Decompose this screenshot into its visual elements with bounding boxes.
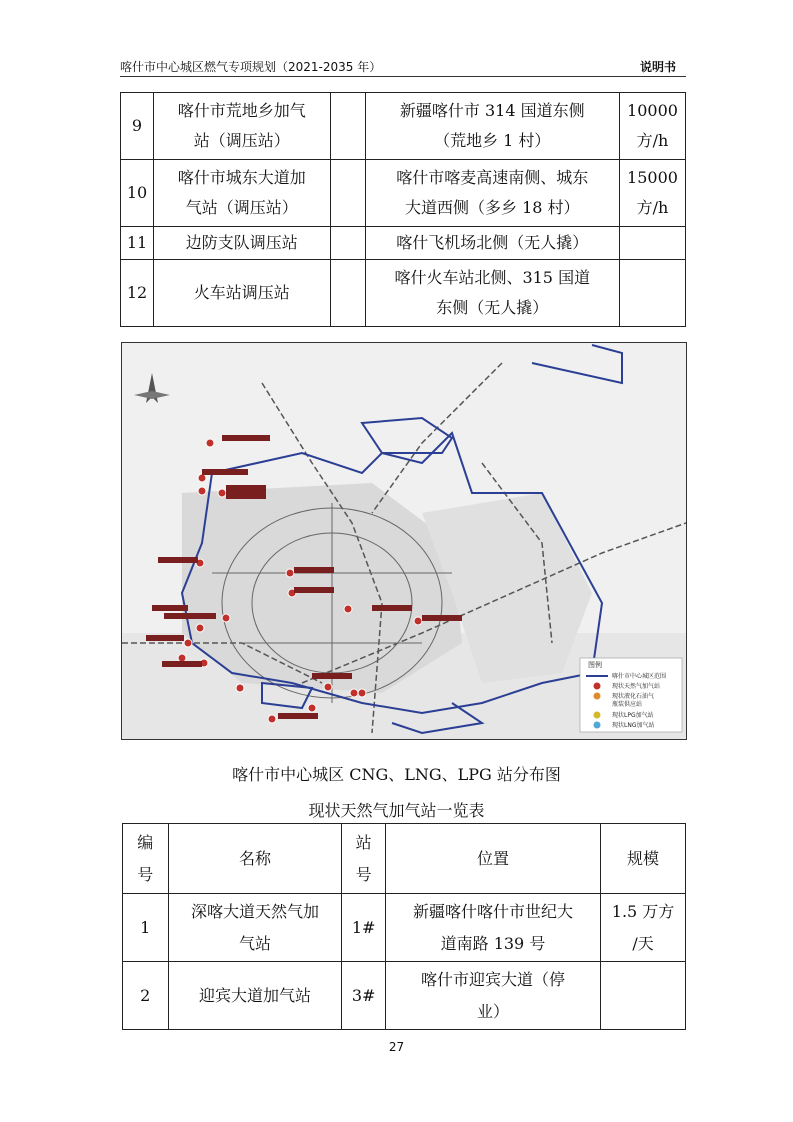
page-number: 27 [388, 1040, 405, 1054]
header-number: 编 号 [123, 824, 169, 894]
legend-item: 瓶装供应站 [612, 701, 643, 708]
station-scale: 1.5 万方 /天 [601, 894, 686, 962]
table-row [123, 894, 686, 962]
header-scale: 规模 [601, 824, 686, 894]
station-location: 喀什市喀麦高速南侧、城东 大道西侧（多乡 18 村） [365, 160, 619, 227]
station-code [330, 260, 365, 327]
station-name: 边防支队调压站 [153, 227, 330, 260]
row-number: 11 [121, 227, 154, 260]
document-title: 喀什市中心城区燃气专项规划（2021-2035 年） [120, 60, 382, 74]
station-name: 火车站调压站 [153, 260, 330, 327]
station-code: 1# [342, 894, 385, 962]
legend-item: 现状LPG加气站 [612, 712, 654, 719]
station-scale: 10000 方/h [619, 93, 685, 160]
station-name: 喀什市城东大道加 气站（调压站） [153, 160, 330, 227]
legend-item: 现状天然气加气站 [612, 683, 661, 690]
header-station: 站 号 [342, 824, 385, 894]
station-scale [619, 227, 685, 260]
station-location: 喀什飞机场北侧（无人撬） [365, 227, 619, 260]
station-location: 喀什火车站北侧、315 国道 东侧（无人撬） [365, 260, 619, 327]
station-scale: 15000 方/h [619, 160, 685, 227]
legend-item: 喀什市中心城区范围 [612, 673, 667, 680]
table-title: 现状天然气加气站一览表 [308, 801, 485, 820]
header-name: 名称 [168, 824, 342, 894]
legend-title: 图例 [588, 661, 602, 669]
station-scale [601, 962, 686, 1030]
row-number: 1 [123, 894, 169, 962]
table-row [121, 93, 686, 160]
page-header [120, 58, 686, 77]
legend-item: 现状液化石油气 [612, 693, 655, 700]
section-label: 说明书 [639, 60, 676, 74]
station-code [330, 93, 365, 160]
row-number: 10 [121, 160, 154, 227]
table-header-row [123, 824, 686, 894]
station-location: 新疆喀什喀什市世纪大 道南路 139 号 [385, 894, 600, 962]
station-scale [619, 260, 685, 327]
table-row [121, 160, 686, 227]
station-location: 喀什市迎宾大道（停 业） [385, 962, 600, 1030]
station-distribution-map [121, 342, 687, 740]
station-code: 3# [342, 962, 385, 1030]
station-name: 迎宾大道加气站 [168, 962, 342, 1030]
map-graphic [122, 343, 686, 739]
row-number: 12 [121, 260, 154, 327]
header-location: 位置 [385, 824, 600, 894]
table-row [121, 260, 686, 327]
station-code [330, 227, 365, 260]
current-gas-stations-table [122, 823, 686, 1030]
station-code [330, 160, 365, 227]
table-row [121, 227, 686, 260]
legend-item: 现状LNG加气站 [612, 722, 655, 729]
row-number: 2 [123, 962, 169, 1030]
station-name: 喀什市荒地乡加气 站（调压站） [153, 93, 330, 160]
row-number: 9 [121, 93, 154, 160]
stations-table-continued [120, 92, 686, 327]
map-legend [580, 658, 682, 732]
table-row [123, 962, 686, 1030]
figure-caption: 喀什市中心城区 CNG、LNG、LPG 站分布图 [232, 765, 561, 784]
station-name: 深喀大道天然气加 气站 [168, 894, 342, 962]
station-location: 新疆喀什市 314 国道东侧 （荒地乡 1 村） [365, 93, 619, 160]
